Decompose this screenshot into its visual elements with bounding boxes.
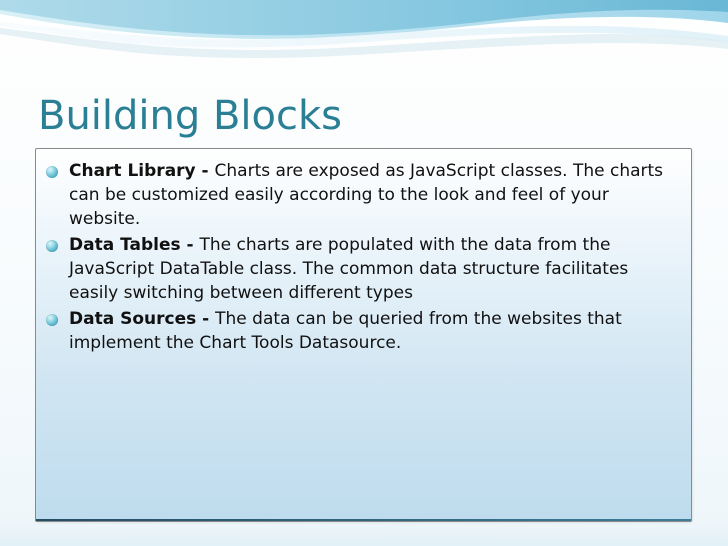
bottom-background-strip — [0, 522, 728, 546]
circle-bullet-icon — [46, 314, 58, 326]
top-wave-decoration — [0, 0, 728, 80]
bullet-text: Charts are exposed as JavaScript classes. The charts can be customized easily according to the look and feel of your website. — [69, 161, 664, 229]
bullet-list — [36, 149, 691, 355]
bullet-item-data-tables — [46, 233, 673, 305]
bullet-label: Data Sources - — [69, 309, 216, 329]
content-panel — [35, 148, 692, 522]
circle-bullet-icon — [46, 240, 58, 252]
bullet-text: The data can be queried from the websites that implement the Chart Tools Datasource. — [69, 309, 622, 353]
bullet-text: The charts are populated with the data from the JavaScript DataTable class. The common data structure facilitates easily switching between different types — [69, 235, 629, 303]
bullet-label: Data Tables - — [69, 235, 200, 255]
bullet-item-chart-library — [46, 159, 673, 231]
circle-bullet-icon — [46, 166, 58, 178]
bullet-item-data-sources — [46, 307, 673, 355]
bullet-label: Chart Library - — [69, 161, 215, 181]
slide-title: Building Blocks — [38, 93, 343, 139]
